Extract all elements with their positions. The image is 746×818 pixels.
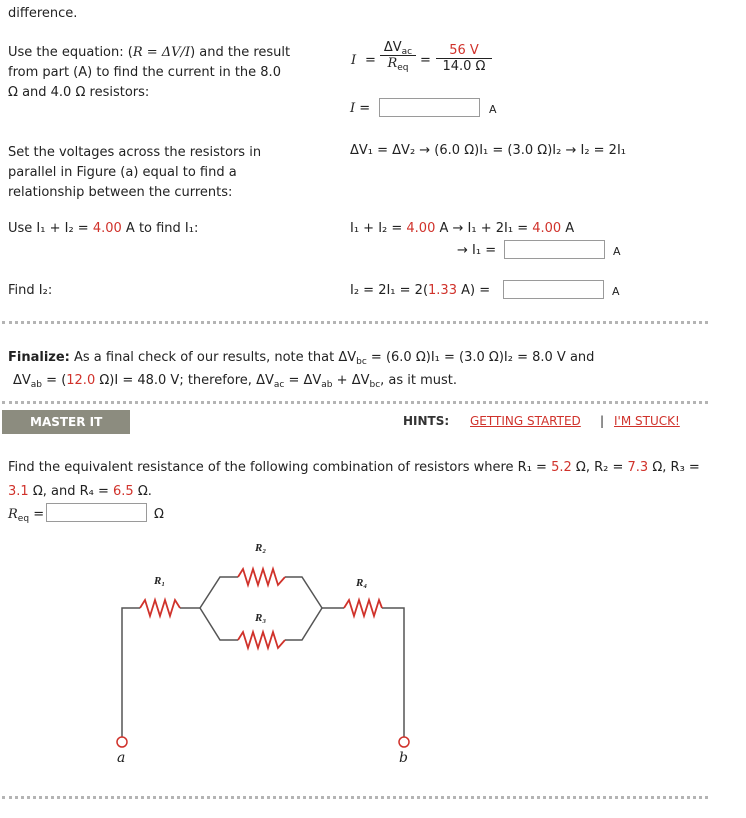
step4-equation: I₂ = 2I₁ = 2(1.33 A) = xyxy=(350,283,491,298)
label-r1: R₁ xyxy=(154,575,166,587)
current-I2-input[interactable] xyxy=(503,280,604,299)
label-r4: R₄ xyxy=(356,577,368,589)
current-I1-input[interactable] xyxy=(504,240,605,259)
fraction-values: $\frac{56 V}{14.0 \Omega}$ xyxy=(436,43,492,74)
step2-instructions: Set the voltages across the resistors in parallel in Figure (a) equal to find a relationship between the currents: xyxy=(8,145,262,200)
resistor-r1 xyxy=(140,600,180,616)
resistor-r3 xyxy=(238,632,285,648)
step1-equals-2: = xyxy=(420,53,431,68)
current-I-input[interactable] xyxy=(379,98,480,117)
terminal-b-label: b xyxy=(399,750,408,766)
resistor-circuit-diagram xyxy=(0,530,746,780)
step3-unit: A xyxy=(613,245,621,258)
finalize-paragraph: Finalize: As a final check of our results, note that $\Delta V_{bc} = (6.0$ Ω)I₁ = (3.0 Ω)I₂ = 8.0 V and $\Delta V_{ab} = (12.0$ Ω)I = 48.0 V; therefore, $\Delta V_{ac} = \Delta V_{ab} + \Delta V_{bc}$, as it must. xyxy=(8,350,595,390)
hints-separator: | xyxy=(600,414,605,428)
req-unit: Ω xyxy=(154,507,164,522)
divider-3 xyxy=(2,796,708,799)
step1-I-label: I xyxy=(351,53,357,68)
step4-instructions: Find I₂: xyxy=(8,283,53,298)
label-r2: R₂ xyxy=(255,542,267,554)
req-label: $R_{eq}$ = xyxy=(8,507,45,524)
step1-equals: = xyxy=(365,53,376,68)
master-it-badge: MASTER IT xyxy=(2,410,130,434)
terminal-a-label: a xyxy=(117,750,126,766)
im-stuck-link[interactable]: I'M STUCK! xyxy=(614,414,680,428)
hints-label: HINTS: xyxy=(403,414,450,428)
problem-statement: Find the equivalent resistance of the following combination of resistors where R₁ = 5.2 Ω, R₂ = 7.3 Ω, R₃ = 3.1 Ω, and R₄ = 6.5 Ω. xyxy=(8,460,700,499)
step1-instructions: Use the equation: (R = ΔV/I) and the result from part (A) to find the current in the 8.0 Ω and 4.0 Ω resistors: xyxy=(8,45,291,100)
divider-2 xyxy=(2,401,708,404)
step4-unit: A xyxy=(612,285,620,298)
resistor-r4 xyxy=(344,600,382,616)
resistor-r2 xyxy=(238,569,285,585)
step1-unit: A xyxy=(489,103,497,116)
req-input[interactable] xyxy=(46,503,147,522)
step2-equation: ΔV₁ = ΔV₂ → (6.0 Ω)I₁ = (3.0 Ω)I₂ → I₂ = 2I₁ xyxy=(350,143,627,158)
header-fragment: difference. xyxy=(8,6,78,21)
getting-started-link[interactable]: GETTING STARTED xyxy=(470,414,581,428)
step3-instructions: Use I₁ + I₂ = 4.00 A to find I₁: xyxy=(8,221,199,236)
step1-answer-label: I = xyxy=(350,101,371,116)
divider-1 xyxy=(2,321,708,324)
label-r3: R₃ xyxy=(255,612,267,624)
terminal-b-node xyxy=(399,737,409,747)
step3-equation: I₁ + I₂ = 4.00 A → I₁ + 2I₁ = 4.00 A xyxy=(350,221,575,236)
terminal-a-node xyxy=(117,737,127,747)
step3-answer-label: → I₁ = xyxy=(457,243,497,258)
fraction-dv-req: $\Delta V_{ac}$ $R_{eq}$ xyxy=(380,40,416,71)
